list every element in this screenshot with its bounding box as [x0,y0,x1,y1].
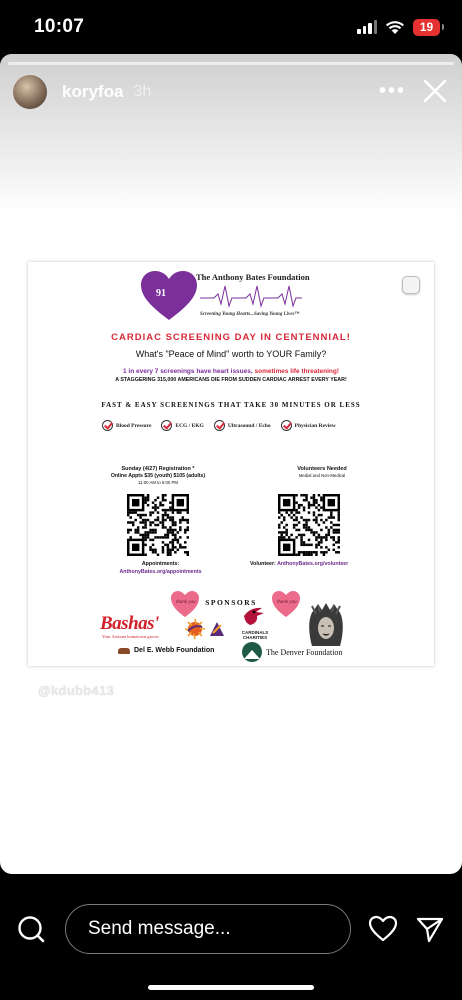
select-checkbox[interactable] [402,276,420,294]
registration-title: Sunday (4/27) Registration * [121,466,195,472]
volunteers-block [252,466,392,478]
registration-hours: 11:00 AM to 5:00 PM [138,480,178,485]
screening-item: Ultrasound / Echo [214,420,271,431]
thank-you-heart-icon [170,590,200,618]
send-message-placeholder: Send message... [88,918,231,939]
heart-number: 91 [156,288,166,299]
bashas-logo: Bashas' [100,613,159,634]
camera-icon[interactable] [16,914,46,944]
volunteers-sub: Medial and Non-Medical [298,473,346,478]
screening-item: Blood Pressure [102,420,151,431]
qr-code-icon [278,494,340,556]
fast-easy-heading: FAST & EASY SCREENINGS THAT TAKE 30 MINUTES OR LESS [101,401,361,409]
appointments-label: Appointments: [141,561,180,567]
del-webb-text: Del E. Webb Foundation [134,647,215,654]
screening-item: Physician Review [281,420,336,431]
question: What's "Peace of Mind" worth to YOUR Family? [135,349,327,359]
headline: CARDIAC SCREENING DAY IN CENTENNIAL! [111,332,351,343]
volunteer-block [250,561,430,567]
registration-block [88,466,228,485]
car-icon [118,648,130,654]
svg-text:thank you: thank you [176,600,196,605]
status-time: 10:07 [34,16,85,37]
volunteer-link: AnthonyBates.org/volunteer [277,561,349,567]
registration-prices: Online Appts $35 (youth) $105 (adults) [110,473,206,479]
appointments-block [88,561,233,575]
mountain-icon [242,642,262,662]
denver-text: The Denver Foundation [266,647,343,657]
svg-text:thank you: thank you [277,600,297,605]
stat-purple: 1 in every 7 screenings have heart issues, [122,368,255,375]
appointments-link: AnthonyBates.org/appointments [119,569,202,575]
stat-line [28,368,434,375]
denver-foundation-logo [242,642,342,662]
stat-red: sometimes life threatening! [254,368,340,375]
status-bar [0,0,462,54]
qr-code-icon [127,494,189,556]
del-webb-logo [118,647,214,654]
check-icon [161,420,172,431]
cardinals-charities: CARDINALS CHARITIES [241,630,269,640]
check-icon [214,420,225,431]
check-icon [102,420,113,431]
battery-icon: 19 [413,19,440,36]
ekg-line-icon [200,284,302,308]
home-indicator[interactable] [148,985,314,990]
signal-icon [357,20,377,34]
screening-item: ECG / EKG [161,420,203,431]
cardinal-logo-icon [242,606,266,626]
sponsors-heading: SPONSORS [205,598,257,607]
bashas-tagline: Your Arizona hometown grocer [102,634,159,639]
check-icon [281,420,292,431]
stat-deaths: A STAGGERING 315,000 AMERICANS DIE FROM SUDDEN CARDIAC ARREST EVERY YEAR! [115,377,347,383]
story-viewer[interactable] [0,54,462,874]
more-icon[interactable]: ••• [378,80,406,102]
story-reply-bar [0,874,462,1000]
send-message-input[interactable] [65,904,351,954]
volunteers-title: Volunteers Needed [297,466,347,472]
status-icons [357,18,440,36]
flyer-image [28,262,434,666]
suns-logo-icon [184,618,206,640]
story-header [12,72,450,112]
tagline: Screening Young Hearts...Saving Young Lives™ [200,312,300,317]
volunteer-label: Volunteer: [250,561,278,567]
wifi-icon [385,20,405,35]
story-watermark: @kdubb413 [38,683,115,698]
heart-logo-icon [140,270,198,322]
mercury-logo-icon [208,620,226,638]
foundation-name: The Anthony Bates Foundation [196,272,310,282]
heart-icon[interactable] [368,914,398,944]
story-progress-bar [8,62,454,65]
avatar[interactable] [12,74,48,110]
story-time-ago: 3h [133,83,152,100]
story-username[interactable]: koryfoa [62,82,124,101]
send-icon[interactable] [415,914,445,944]
close-icon[interactable] [420,76,450,106]
screenings-list [102,420,336,431]
thank-you-heart-icon [271,590,301,618]
